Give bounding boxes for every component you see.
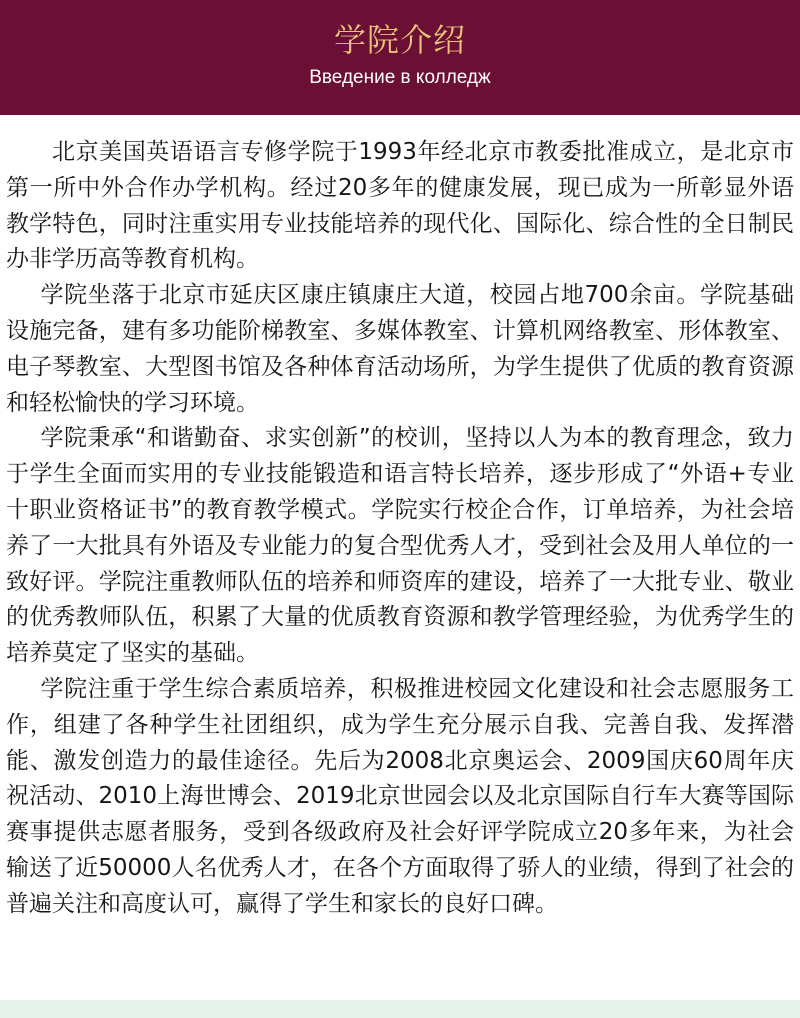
paragraph-student-development: 学院注重于学生综合素质培养，积极推进校园文化建设和社会志愿服务工作，组建了各种学生社团组织，成为学生充分展示自我、完善自我、发挥潜能、激发创造力的最佳途径。先后为2008北京奥运会、2009国庆60周年庆祝活动、2010上海世博会、2019北京世园会以及北京国际自行车大赛等国际赛事提供志愿者服务，受到各级政府及社会好评学院成立20多年来，为社会输送了近50000人名优秀人才，在各个方面取得了骄人的业绩，得到了社会的普遍关注和高度认可，赢得了学生和家长的良好口碑。 <box>6 675 794 917</box>
page-title: 学院介绍 <box>333 21 466 59</box>
paragraph-philosophy: 学院秉承“和谐勤奋、求实创新”的校训，坚持以人为本的教育理念，致力于学生全面而实用的专业技能锻造和语言特长培养，逐步形成了“外语+专业十职业资格证书”的教育教学模式。学院实行校企合作，订单培养，为社会培养了一大批具有外语及专业能力的复合型优秀人才，受到社会及用人单位的一致好评。学院注重教师队伍的培养和师资库的建设，培养了一大批专业、敬业的优秀教师队伍，积累了大量的优质教育资源和教学管理经验，为优秀学生的培养莫定了坚实的基础。 <box>6 425 794 667</box>
paragraph-campus: 学院坐落于北京市延庆区康庄镇康庄大道，校园占地700余亩。学院基础设施完备，建有多功能阶梯教室、多媒体教室、计算机网络教室、形体教室、电子琴教室、大型图书馆及各种体育活动场所，为学生提供了优质的教育资源和轻松愉快的学习环境。 <box>6 282 794 416</box>
page-subtitle: Введение в колледж <box>309 67 491 88</box>
paragraph-history: 北京美国英语语言专修学院于1993年经北京市教委批准成立，是北京市第一所中外合作办学机构。经过20多年的健康发展，现已成为一所彰显外语教学特色，同时注重实用专业技能培养的现代化、国际化、综合性的全日制民办非学历高等教育机构。 <box>6 139 794 273</box>
page-header <box>0 0 800 115</box>
article-body <box>0 135 800 923</box>
footer-strip <box>0 1000 800 1018</box>
